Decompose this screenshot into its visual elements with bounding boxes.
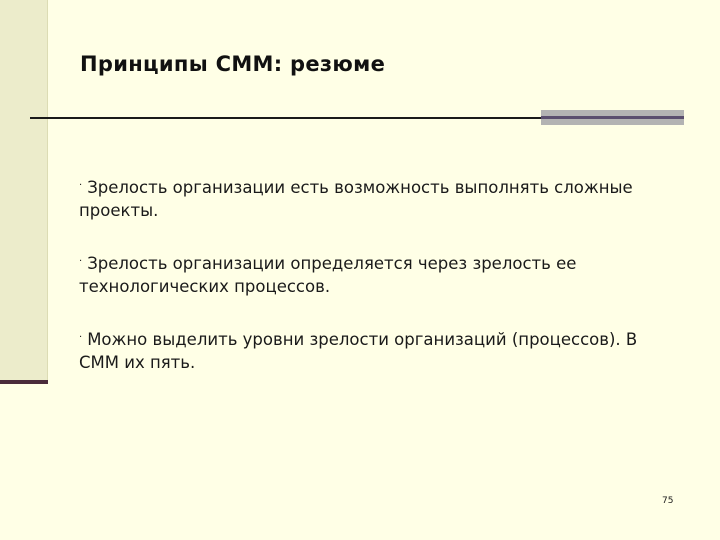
bullet-text: Можно выделить уровни зрелости организаций (процессов). В СММ их пять. <box>79 330 638 372</box>
bullet-text: Зрелость организации есть возможность выполнять сложные проекты. <box>79 178 633 220</box>
bullet-item <box>79 250 679 298</box>
left-decorative-band <box>0 0 48 381</box>
left-band-rule <box>0 380 48 384</box>
bullet-dot-icon: · <box>79 180 83 191</box>
bullet-dot-icon: · <box>79 332 83 343</box>
bullet-item <box>79 174 679 222</box>
bullet-list <box>79 174 679 402</box>
bullet-dot-icon: · <box>79 256 83 267</box>
bullet-text: Зрелость организации определяется через зрелость ее технологических процессов. <box>79 254 577 296</box>
slide-title: Принципы СММ: резюме <box>80 52 386 76</box>
title-underline <box>30 117 542 119</box>
page-number: 75 <box>662 496 674 506</box>
bullet-item <box>79 326 679 374</box>
title-accent-line <box>541 116 684 119</box>
